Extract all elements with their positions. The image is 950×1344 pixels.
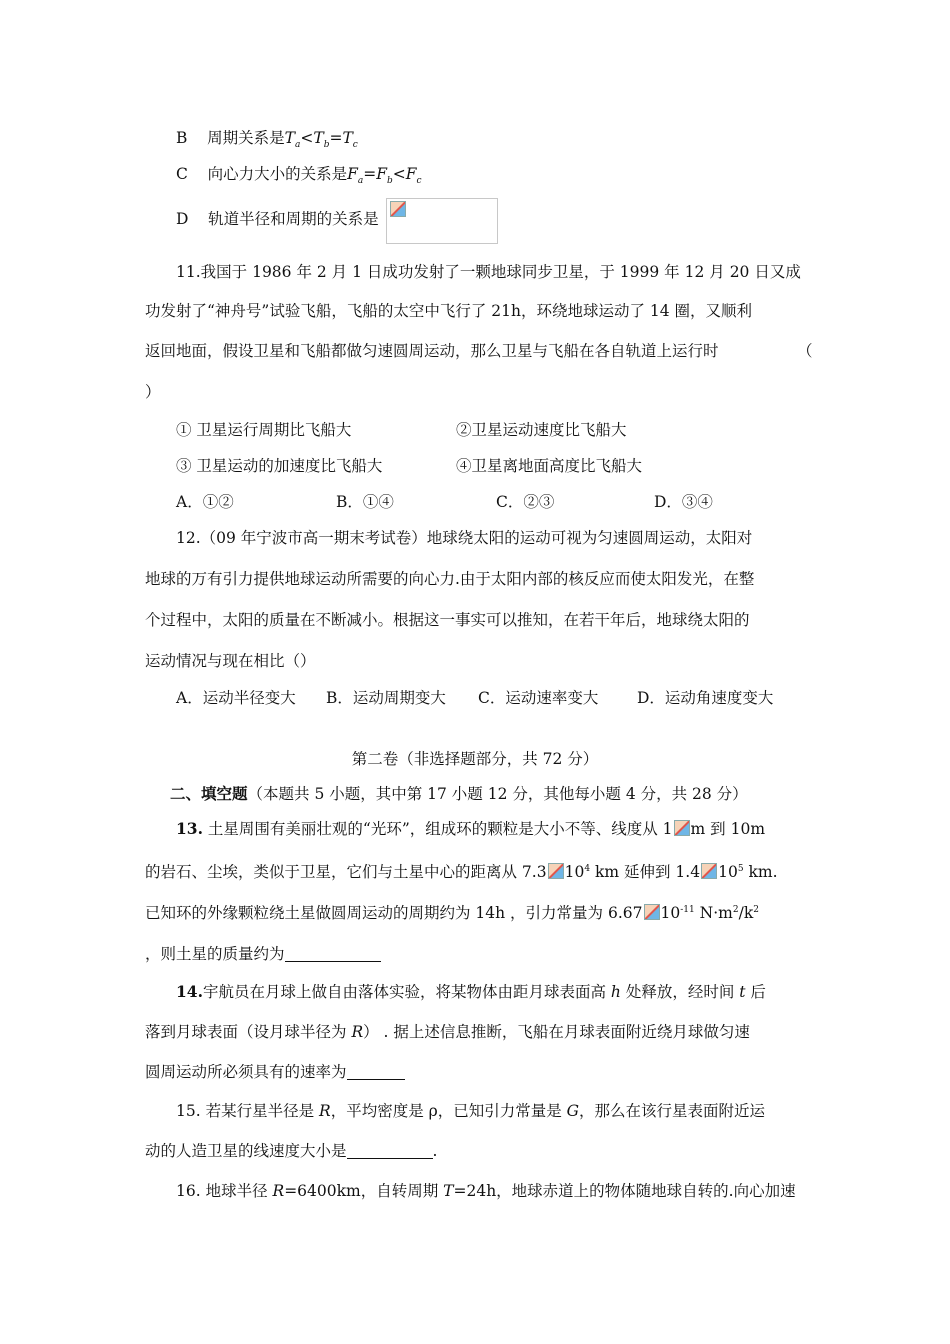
q12-option-a: A．运动半径变大 (176, 689, 296, 707)
question-number: 13. (176, 819, 203, 838)
answer-blank[interactable] (347, 1063, 405, 1080)
q11-statement: ②卫星运动速度比飞船大 (456, 421, 627, 439)
formula-op: < (300, 129, 314, 147)
formula-sub: b (387, 176, 393, 187)
q15-line-1 (176, 1101, 765, 1121)
formula-op: < (392, 165, 406, 183)
q11-statement: ③ 卫星运动的加速度比飞船大 (176, 457, 383, 475)
option-text: 周期关系是 (207, 129, 285, 147)
q15-text: ，那么在该行星表面附近运 (579, 1102, 766, 1120)
broken-image-icon (644, 904, 660, 920)
q14-text: 落到月球表面（设月球半径为 (145, 1023, 352, 1041)
q16-line-1 (176, 1181, 796, 1201)
q13-text: 10 (660, 904, 681, 922)
q13-text: 10 (564, 863, 585, 881)
broken-image-icon (674, 820, 690, 836)
q14-text: ） . 据上述信息推断，飞船在月球表面附近绕月球做匀速 (363, 1023, 750, 1041)
exponent: -11 (680, 904, 695, 915)
q12-text-line: 12.（09 年宁波市高一期末考试卷）地球绕太阳的运动可视为匀速圆周运动，太阳对 (176, 529, 753, 547)
option-text: 轨道半径和周期的关系是 (208, 210, 379, 228)
exponent: 4 (584, 863, 591, 874)
formula-op: = (363, 165, 377, 183)
q12-option-d: D．运动角速度变大 (637, 689, 774, 707)
q11-option-a: A．①② (176, 493, 234, 511)
broken-image-icon (390, 201, 406, 217)
var-t: t (739, 983, 746, 1001)
part2-title: 第二卷（非选择题部分，共 72 分） (351, 750, 599, 768)
answer-paren-close: ） (145, 383, 161, 401)
var-g: G (566, 1102, 580, 1120)
option-label: C (176, 165, 188, 183)
var-h: h (610, 983, 621, 1001)
q14-line-1 (176, 982, 766, 1002)
formula-var: T (342, 129, 353, 147)
q15-text: ，平均密度是 ρ，已知引力常量是 (330, 1102, 567, 1120)
q15-line-2 (145, 1141, 437, 1161)
formula-var: F (405, 165, 417, 183)
q11-option-d: D．③④ (654, 493, 713, 511)
answer-blank[interactable] (285, 945, 381, 962)
q14-line-2 (145, 1022, 750, 1042)
q16-text: =24h，地球赤道上的物体随地球自转的.向心加速 (453, 1182, 796, 1200)
q14-text: 后 (745, 983, 766, 1001)
q10-option-b (176, 128, 358, 151)
q13-text: m 到 10m (690, 820, 766, 838)
q14-text: 宇航员在月球上做自由落体实验，将某物体由距月球表面高 (202, 983, 611, 1001)
q11-option-c: C．②③ (496, 493, 555, 511)
q11-text-line: 功发射了“神舟号”试验飞船，飞船的太空中飞行了 21h，环绕地球运动了 14 圈，又顺利 (145, 302, 753, 320)
q13-text: 已知环的外缘颗粒绕土星做圆周运动的周期约为 14h ，引力常量为 6.67 (145, 904, 643, 922)
q13-line-4 (145, 944, 381, 964)
formula-image-frame (386, 198, 498, 244)
var-t: T (443, 1182, 454, 1200)
q13-text: 的岩石、尘埃，类似于卫星，它们与土星中心的距离从 7.3 (145, 863, 547, 881)
formula-sub: a (357, 176, 364, 187)
formula-sub: a (294, 140, 301, 151)
exponent: 5 (737, 863, 744, 874)
question-number: 14. (176, 982, 203, 1001)
q14-line-3 (145, 1062, 405, 1082)
formula-var: T (313, 129, 324, 147)
exponent: 2 (732, 904, 739, 915)
formula-var: F (347, 165, 358, 183)
q13-text: ，则土星的质量约为 (145, 945, 285, 963)
q13-line-2 (145, 862, 778, 882)
answer-paren-open: （ (797, 342, 813, 360)
q11-text-line (145, 341, 719, 361)
q11-statement: ① 卫星运行周期比飞船大 (176, 421, 352, 439)
q15-text: . (432, 1142, 438, 1160)
q13-text: N·m (694, 904, 733, 922)
answer-blank[interactable] (347, 1142, 433, 1159)
section-heading (170, 784, 748, 804)
formula-op: = (329, 129, 343, 147)
formula-sub: c (352, 140, 358, 151)
q12-option-c: C．运动速率变大 (478, 689, 599, 707)
var-r: R (272, 1182, 285, 1200)
formula-var: F (376, 165, 388, 183)
formula-var: T (284, 129, 295, 147)
option-label: B (176, 129, 188, 147)
broken-image-icon (701, 863, 717, 879)
q15-text: 15. 若某行星半径是 (176, 1102, 320, 1120)
var-r: R (351, 1023, 364, 1041)
formula-sub: b (323, 140, 330, 151)
q14-text: 处释放，经时间 (620, 983, 740, 1001)
option-text: 向心力大小的关系是 (207, 165, 348, 183)
q10-option-d (176, 209, 379, 229)
q11-statement: ④卫星离地面高度比飞船大 (456, 457, 643, 475)
q14-text: 圆周运动所必须具有的速率为 (145, 1063, 347, 1081)
q10-option-c (176, 164, 422, 187)
q13-text: /k (738, 904, 754, 922)
exponent: 2 (753, 904, 759, 915)
section-heading-desc: （本题共 5 小题，其中第 17 小题 12 分，其他每小题 4 分，共 28 分） (247, 785, 748, 803)
q13-line-1 (176, 819, 765, 839)
q11-text: 返回地面，假设卫星和飞船都做匀速圆周运动，那么卫星与飞船在各自轨道上运行时 (145, 342, 719, 360)
q13-line-3 (145, 903, 759, 923)
q12-text-line: 个过程中，太阳的质量在不断减小。根据这一事实可以推知，在若干年后，地球绕太阳的 (145, 611, 750, 629)
q11-option-b: B．①④ (336, 493, 394, 511)
q13-text: km 延伸到 1.4 (590, 863, 701, 881)
option-label: D (176, 210, 189, 228)
q12-text-line: 地球的万有引力提供地球运动所需要的向心力.由于太阳内部的核反应而使太阳发光，在整 (145, 570, 755, 588)
q16-text: 16. 地球半径 (176, 1182, 273, 1200)
broken-image-icon (548, 863, 564, 879)
q15-text: 动的人造卫星的线速度大小是 (145, 1142, 347, 1160)
q13-text: km. (743, 863, 778, 881)
q13-text: 土星周围有美丽壮观的“光环”，组成环的颗粒是大小不等、线度从 1 (202, 820, 673, 838)
q12-option-b: B．运动周期变大 (326, 689, 446, 707)
formula-sub: c (416, 176, 422, 187)
section-heading-label: 二、填空题 (170, 784, 248, 803)
q11-text-line: 11.我国于 1986 年 2 月 1 日成功发射了一颗地球同步卫星，于 1999 年 12 月 20 日又成 (176, 263, 801, 281)
q13-text: 10 (718, 863, 738, 881)
q12-text-line: 运动情况与现在相比（） (145, 652, 316, 670)
var-r: R (319, 1102, 331, 1120)
q16-text: =6400km，自转周期 (284, 1182, 444, 1200)
